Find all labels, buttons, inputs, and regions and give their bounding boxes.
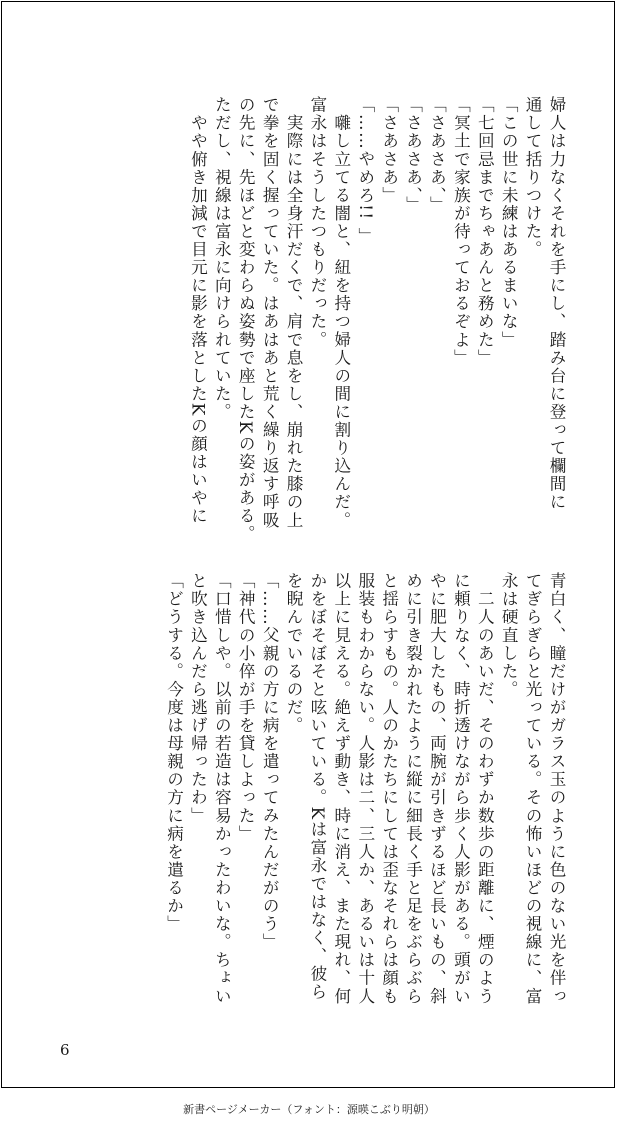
- text-line: 「……父親の方に病を遣ってみたんだがのう」: [260, 572, 280, 952]
- text-line: 「口惜しや。以前の若造は容易かったわいな。ちょい: [212, 572, 232, 1006]
- text-line: 「さあさあ、」: [427, 96, 447, 215]
- text-line: 婦人は力なくそれを手にし、踏み台に登って欄間に: [547, 96, 566, 512]
- text-line: 「神代の小倅が手を貸しよった」: [236, 572, 256, 843]
- text-line: やや俯き加減で目元に影を落としたKの顔はいやに: [188, 96, 208, 525]
- text-line: 青白く、瞳だけがガラス玉のように色のない光を伴っ: [547, 572, 566, 1006]
- text-line: てぎらぎらと光っている。その怖いほどの視線に、富: [523, 572, 543, 1006]
- text-line: 「さあさあ」: [379, 96, 399, 205]
- text-line: 「さあさあ、」: [403, 96, 423, 215]
- text-line: 「冥土で家族が待っておるぞよ」: [451, 96, 471, 367]
- text-line: に頼りなく、時折透けながら歩く人影がある。頭がい: [451, 572, 471, 1006]
- text-line: かをぼそぼそと呟いている。Kは富永ではなく、彼ら: [307, 572, 327, 1001]
- text-line: 「この世に未練はあるまいな」: [499, 96, 519, 349]
- text-line: 服装もわからない。人影は二、三人か、あるいは十人: [355, 572, 375, 1006]
- page-number: 6: [60, 1041, 70, 1059]
- text-line: 以上に見える。絶えず動き、時に消え、また現れ、何: [331, 572, 351, 1006]
- book-page: [1, 1, 615, 1088]
- text-line: ただし、視線は富永に向けられていた。: [212, 96, 232, 421]
- text-line: の先に、先ほどと変わらぬ姿勢で座したKの姿がある。: [236, 96, 256, 544]
- text-line: と吹き込んだら逃げ帰ったわ」: [188, 572, 208, 825]
- text-line: やに肥大したもの、両腕が引きずるほど長いもの、斜: [427, 572, 447, 1006]
- text-line: 「……やめろ!! 」: [355, 96, 375, 246]
- text-line: を睨んでいるのだ。: [284, 572, 304, 735]
- text-line: 囃し立てる闇と、紐を持つ婦人の間に割り込んだ。: [331, 96, 351, 530]
- text-line: 「七回忌までちゃあんと務めた」: [475, 96, 495, 367]
- text-line: めに引き裂かれたように縦に細長く手と足をぶらぶら: [403, 572, 423, 1006]
- text-line: 実際には全身汗だくで、肩で息をし、崩れた膝の上: [284, 96, 304, 530]
- text-line: 通して括りつけた。: [523, 96, 543, 259]
- upper-text-block: [48, 96, 568, 544]
- lower-text-block: [48, 572, 568, 1012]
- footer-credit: 新書ページメーカー（フォント：源暎こぶり明朝）: [183, 1103, 435, 1116]
- text-line: で拳を固く握っていた。はあはあと荒く繰り返す呼吸: [260, 96, 280, 530]
- text-line: 二人のあいだ、そのわずか数歩の距離に、煙のよう: [475, 572, 495, 1006]
- text-line: 永は硬直した。: [499, 572, 519, 699]
- text-line: 「どうする。今度は母親の方に病を遣るか」: [164, 572, 184, 933]
- text-line: 富永はそうしたつもりだった。: [307, 96, 327, 349]
- text-line: と揺らすもの。人のかたちにしては歪なそれらは顔も: [379, 572, 399, 1006]
